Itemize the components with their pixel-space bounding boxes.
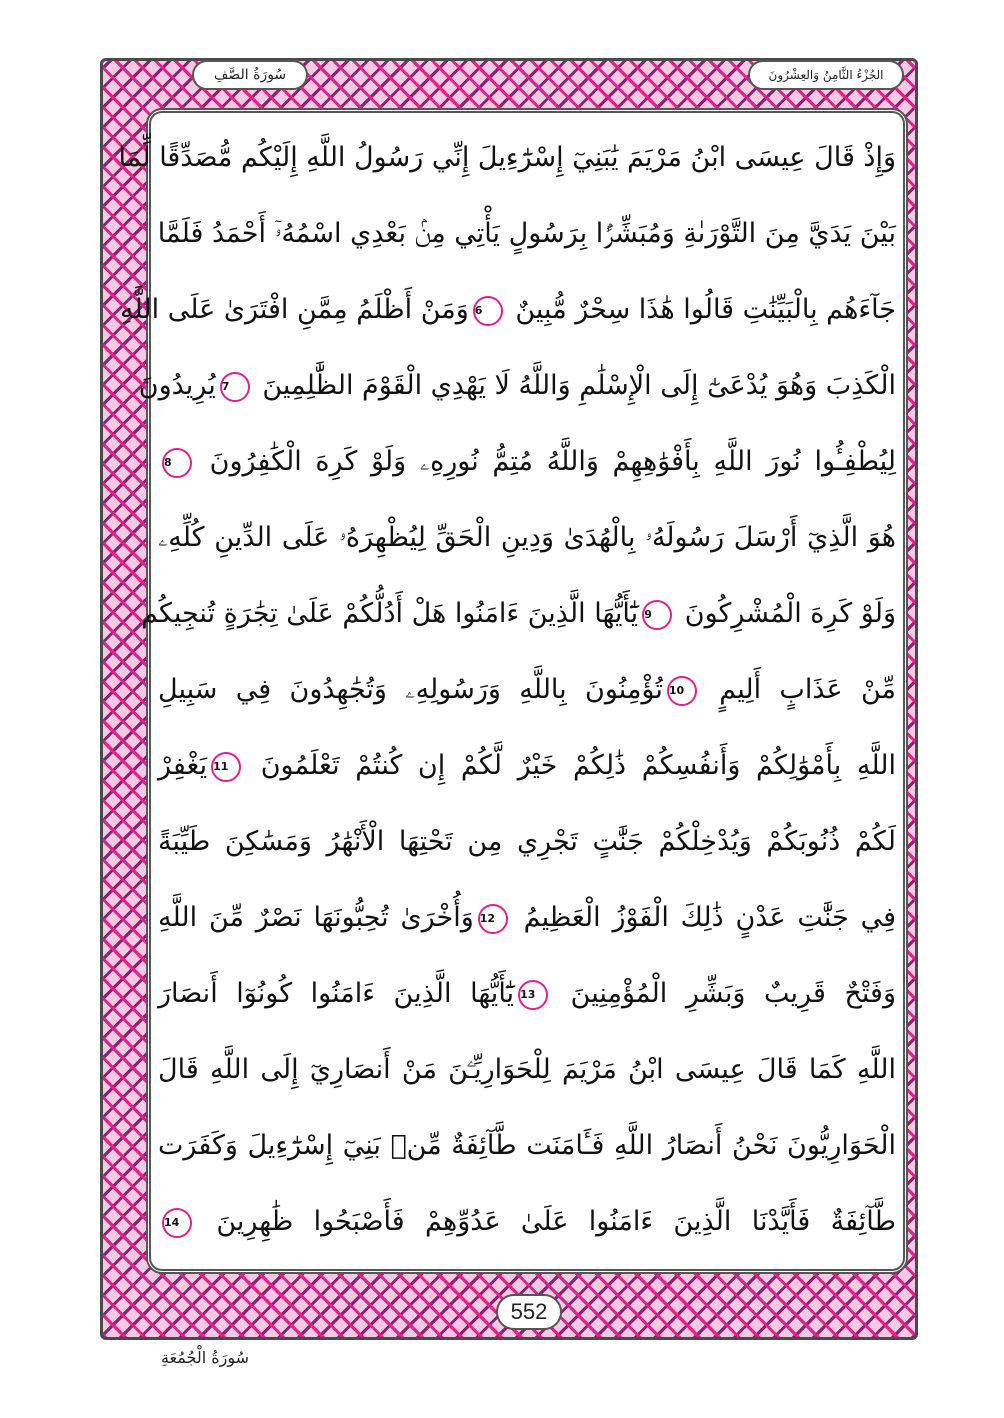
verse-text: لِيُطْفِـُٔوا نُورَ اللَّهِ بِأَفْوَٰهِهِمْ وَاللَّهُ مُتِمُّ نُورِهِۦ وَلَوْ كَرِهَ الْكَٰفِرُونَ xyxy=(196,446,896,477)
verse-line xyxy=(158,508,896,568)
verse-line xyxy=(158,660,896,720)
verse-line xyxy=(158,812,896,872)
ayah-number-marker: 14 xyxy=(162,1208,192,1238)
surah-name-label: سُورَةُ الصَّفِ xyxy=(192,60,308,90)
verse-text: تُؤْمِنُونَ بِاللَّهِ وَرَسُولِهِۦ وَتُجَٰهِدُونَ فِي سَبِيلِ xyxy=(158,674,663,705)
page-number: 552 xyxy=(496,1294,562,1330)
ayah-number-marker: 10 xyxy=(667,676,697,706)
verse-text: جَآءَهُم بِالْبَيِّنَٰتِ قَالُوا هَٰذَا سِحْرٌ مُّبِينٌ xyxy=(506,294,896,325)
verse-line xyxy=(158,1116,896,1176)
verse-text: اللَّهِ بِأَمْوَٰلِكُمْ وَأَنفُسِكُمْ ذَٰلِكُمْ خَيْرٌ لَّكُمْ إِن كُنتُمْ تَعْلَمُونَ xyxy=(245,750,896,781)
verse-text: فِي جَنَّٰتِ عَدْنٍ ذَٰلِكَ الْفَوْزُ الْعَظِيمُ xyxy=(511,902,896,933)
ayah-number-marker: 12 xyxy=(478,904,508,934)
verse-line xyxy=(119,280,896,340)
verse-text: هُوَ الَّذِيٓ أَرْسَلَ رَسُولَهُۥ بِالْهُدَىٰ وَدِينِ الْحَقِّ لِيُظْهِرَهُۥ عَلَى الدِّينِ كُلِّهِۦ xyxy=(158,522,896,553)
verse-text: وَإِذْ قَالَ عِيسَى ابْنُ مَرْيَمَ يَٰبَنِيٓ إِسْرَٰٓءِيلَ إِنِّي رَسُولُ اللَّهِ إِلَيْكُم مُّصَدِّقًا لِّمَا xyxy=(118,142,896,173)
verse-line xyxy=(138,356,896,416)
verse-text: الْكَذِبَ وَهُوَ يُدْعَىٰٓ إِلَى الْإِسْلَٰمِ وَاللَّهُ لَا يَهْدِي الْقَوْمَ الظَّٰلِمِينَ xyxy=(253,370,896,401)
ayah-number-marker: 6 xyxy=(473,296,503,326)
verse-text: وَأُخْرَىٰ تُحِبُّونَهَا نَصْرٌ مِّنَ اللَّهِ xyxy=(158,902,474,933)
verse-text: مِّنْ عَذَابٍ أَلِيمٍ xyxy=(700,674,897,705)
verse-text: الْحَوَارِيُّونَ نَحْنُ أَنصَارُ اللَّهِ فَـَٔامَنَت طَّآئِفَةٌ مِّنۢ بَنِيٓ إِسْرَٰٓءِيلَ وَكَفَرَت xyxy=(158,1130,896,1161)
next-surah-label: سُورَةُ الْجُمُعَةِ xyxy=(160,1348,250,1367)
ayah-number-marker: 9 xyxy=(642,600,672,630)
verse-line xyxy=(158,204,896,264)
verse-line xyxy=(158,964,896,1024)
verse-text: لَكُمْ ذُنُوبَكُمْ وَيُدْخِلْكُمْ جَنَّٰتٍ تَجْرِي مِن تَحْتِهَا الْأَنْهَٰرُ وَمَسَٰكِنَ طَيِّبَةً xyxy=(158,826,896,857)
verse-text: يَٰٓأَيُّهَا الَّذِينَ ءَامَنُوا كُونُوٓا أَنصَارَ xyxy=(158,978,515,1009)
ayah-number-marker: 13 xyxy=(518,980,548,1010)
verse-line xyxy=(158,736,896,796)
verse-text: اللَّهِ كَمَا قَالَ عِيسَى ابْنُ مَرْيَمَ لِلْحَوَارِيِّـۧنَ مَنْ أَنصَارِيٓ إِلَى اللَّهِ قَالَ xyxy=(158,1054,896,1085)
juz-name-label: الجُزْءُ الثَّامِنُ وَالعِشْرُونَ xyxy=(748,60,904,90)
verse-line xyxy=(140,584,896,644)
verse-text: يَٰٓأَيُّهَا الَّذِينَ ءَامَنُوا هَلْ أَدُلُّكُمْ عَلَىٰ تِجَٰرَةٍ تُنجِيكُم xyxy=(140,598,639,629)
verse-text: وَلَوْ كَرِهَ الْمُشْرِكُونَ xyxy=(676,598,896,629)
verse-text: بَيْنَ يَدَيَّ مِنَ التَّوْرَىٰةِ وَمُبَشِّرًۢا بِرَسُولٍ يَأْتِي مِنۢ بَعْدِي اسْمُهُۥٓ أَحْمَدُ فَلَمَّا xyxy=(157,218,896,249)
verse-text: وَفَتْحٌ قَرِيبٌ وَبَشِّرِ الْمُؤْمِنِينَ xyxy=(552,978,896,1009)
verse-text: طَّآئِفَةٌ فَأَيَّدْنَا الَّذِينَ ءَامَنُوا عَلَىٰ عَدُوِّهِمْ فَأَصْبَحُوا ظَٰهِرِينَ xyxy=(196,1206,896,1237)
verse-line xyxy=(158,888,896,948)
verse-line xyxy=(158,1040,896,1100)
verse-text: يَغْفِرْ xyxy=(158,750,208,781)
verse-line xyxy=(158,432,896,492)
verse-line xyxy=(158,1192,896,1252)
quran-text-block xyxy=(118,124,897,1274)
ayah-number-marker: 7 xyxy=(220,372,250,402)
ayah-number-marker: 11 xyxy=(211,752,241,782)
ayah-number-marker: 8 xyxy=(162,448,192,478)
verse-text: يُرِيدُونَ xyxy=(138,370,216,401)
verse-line xyxy=(118,128,896,188)
verse-text: وَمَنْ أَظْلَمُ مِمَّنِ افْتَرَىٰ عَلَى اللَّهِ xyxy=(119,294,469,325)
